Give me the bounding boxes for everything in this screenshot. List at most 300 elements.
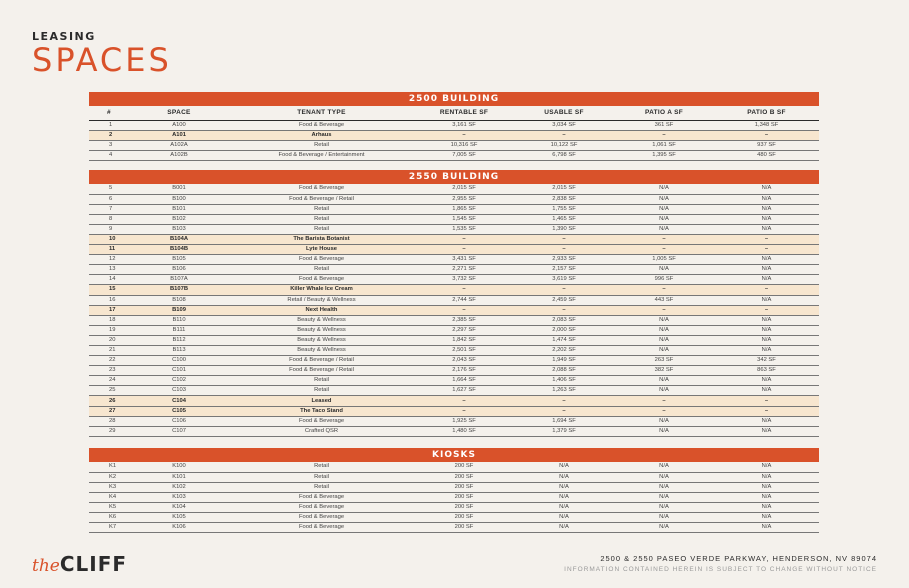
cell-usable-sf: – <box>514 285 614 295</box>
cell-patio-a-sf: N/A <box>614 462 714 472</box>
cell-usable-sf: N/A <box>514 482 614 492</box>
table-row <box>89 356 819 366</box>
cell-space: B103 <box>129 224 229 234</box>
cell-num: 8 <box>89 214 129 224</box>
table-row <box>89 472 819 482</box>
table-row <box>89 194 819 204</box>
header-leasing: LEASING <box>32 30 96 43</box>
cell-rentable-sf: 1,535 SF <box>414 224 514 234</box>
cell-patio-b-sf: 480 SF <box>714 150 819 160</box>
cell-num: 2 <box>89 130 129 140</box>
cell-patio-a-sf: – <box>614 285 714 295</box>
cell-rentable-sf: 1,865 SF <box>414 204 514 214</box>
cell-rentable-sf: 3,161 SF <box>414 120 514 130</box>
cell-num: 9 <box>89 224 129 234</box>
cell-space: B106 <box>129 265 229 275</box>
cell-patio-a-sf: N/A <box>614 315 714 325</box>
cell-rentable-sf: – <box>414 130 514 140</box>
cell-patio-a-sf: 1,395 SF <box>614 150 714 160</box>
cell-space: C107 <box>129 426 229 436</box>
table-row <box>89 184 819 194</box>
cell-tenant-type: Beauty & Wellness <box>229 346 414 356</box>
cell-patio-a-sf: N/A <box>614 325 714 335</box>
cell-space: B107A <box>129 275 229 285</box>
cell-patio-b-sf: N/A <box>714 224 819 234</box>
cell-patio-b-sf: – <box>714 406 819 416</box>
cell-num: 13 <box>89 265 129 275</box>
cell-rentable-sf: 7,005 SF <box>414 150 514 160</box>
cell-space: K105 <box>129 512 229 522</box>
cell-usable-sf: N/A <box>514 492 614 502</box>
cell-usable-sf: 1,390 SF <box>514 224 614 234</box>
cell-num: 1 <box>89 120 129 130</box>
cell-patio-a-sf: N/A <box>614 224 714 234</box>
column-header-patio-a-sf: PATIO A SF <box>614 106 714 120</box>
cell-patio-a-sf: N/A <box>614 335 714 345</box>
cell-patio-b-sf: N/A <box>714 204 819 214</box>
cell-usable-sf: 2,459 SF <box>514 295 614 305</box>
cell-num: 25 <box>89 386 129 396</box>
cell-tenant-type: Retail <box>229 376 414 386</box>
table-row <box>89 512 819 522</box>
cell-usable-sf: 1,379 SF <box>514 426 614 436</box>
cell-patio-a-sf: N/A <box>614 416 714 426</box>
column-header-tenant-type: TENANT TYPE <box>229 106 414 120</box>
column-header-space: SPACE <box>129 106 229 120</box>
cell-space: B001 <box>129 184 229 194</box>
cell-usable-sf: 2,157 SF <box>514 265 614 275</box>
cell-space: B108 <box>129 295 229 305</box>
cell-space: B112 <box>129 335 229 345</box>
cell-usable-sf: 1,406 SF <box>514 376 614 386</box>
table-row <box>89 234 819 244</box>
cell-num: 29 <box>89 426 129 436</box>
table-row <box>89 366 819 376</box>
cell-rentable-sf: 2,271 SF <box>414 265 514 275</box>
footer-note: INFORMATION CONTAINED HEREIN IS SUBJECT TO CHANGE WITHOUT NOTICE <box>564 566 877 573</box>
cell-num: 16 <box>89 295 129 305</box>
cell-patio-b-sf: N/A <box>714 295 819 305</box>
cell-tenant-type: Food & Beverage / Entertainment <box>229 150 414 160</box>
cell-rentable-sf: 1,664 SF <box>414 376 514 386</box>
cell-usable-sf: N/A <box>514 472 614 482</box>
cell-num: K1 <box>89 462 129 472</box>
cell-space: A102A <box>129 140 229 150</box>
section-title: KIOSKS <box>89 448 819 462</box>
cell-usable-sf: 2,083 SF <box>514 315 614 325</box>
cell-patio-b-sf: N/A <box>714 315 819 325</box>
cell-usable-sf: 1,263 SF <box>514 386 614 396</box>
table-row <box>89 315 819 325</box>
cell-rentable-sf: 2,385 SF <box>414 315 514 325</box>
cell-num: 22 <box>89 356 129 366</box>
cell-num: 12 <box>89 255 129 265</box>
cell-patio-a-sf: N/A <box>614 502 714 512</box>
cell-tenant-type: Food & Beverage <box>229 184 414 194</box>
cell-space: B111 <box>129 325 229 335</box>
the-cliff-logo <box>32 552 127 576</box>
cell-space: K101 <box>129 472 229 482</box>
cell-space: B100 <box>129 194 229 204</box>
table-row <box>89 214 819 224</box>
column-header-usable-sf: USABLE SF <box>514 106 614 120</box>
cell-patio-a-sf: N/A <box>614 492 714 502</box>
cell-patio-a-sf: – <box>614 305 714 315</box>
cell-tenant-type: Leased <box>229 396 414 406</box>
cell-num: 18 <box>89 315 129 325</box>
cell-tenant-type: Food & Beverage <box>229 416 414 426</box>
cell-space: K102 <box>129 482 229 492</box>
cell-patio-b-sf: – <box>714 245 819 255</box>
logo-cliff: CLIFF <box>59 552 128 576</box>
cell-usable-sf: 2,015 SF <box>514 184 614 194</box>
cell-usable-sf: 3,619 SF <box>514 275 614 285</box>
cell-patio-b-sf: N/A <box>714 416 819 426</box>
cell-space: A101 <box>129 130 229 140</box>
cell-patio-a-sf: – <box>614 396 714 406</box>
table-row <box>89 462 819 472</box>
cell-usable-sf: – <box>514 406 614 416</box>
cell-tenant-type: Retail <box>229 482 414 492</box>
cell-tenant-type: Lyte House <box>229 245 414 255</box>
cell-tenant-type: Beauty & Wellness <box>229 335 414 345</box>
section-title: 2500 BUILDING <box>89 92 819 106</box>
cell-patio-b-sf: N/A <box>714 502 819 512</box>
cell-patio-b-sf: 1,348 SF <box>714 120 819 130</box>
cell-space: B110 <box>129 315 229 325</box>
cell-tenant-type: Food & Beverage / Retail <box>229 194 414 204</box>
cell-patio-b-sf: – <box>714 234 819 244</box>
cell-rentable-sf: 10,316 SF <box>414 140 514 150</box>
cell-patio-a-sf: 263 SF <box>614 356 714 366</box>
cell-patio-a-sf: 1,005 SF <box>614 255 714 265</box>
cell-usable-sf: 2,000 SF <box>514 325 614 335</box>
cell-tenant-type: Food & Beverage <box>229 523 414 533</box>
cell-rentable-sf: 1,925 SF <box>414 416 514 426</box>
table-row <box>89 492 819 502</box>
cell-num: K3 <box>89 482 129 492</box>
cell-usable-sf: N/A <box>514 512 614 522</box>
cell-patio-b-sf: N/A <box>714 265 819 275</box>
cell-patio-a-sf: N/A <box>614 482 714 492</box>
cell-tenant-type: Retail <box>229 214 414 224</box>
cell-rentable-sf: 200 SF <box>414 502 514 512</box>
cell-patio-b-sf: N/A <box>714 482 819 492</box>
table-row <box>89 265 819 275</box>
cell-num: K7 <box>89 523 129 533</box>
table-row <box>89 295 819 305</box>
cell-rentable-sf: 200 SF <box>414 492 514 502</box>
cell-usable-sf: 1,465 SF <box>514 214 614 224</box>
cell-space: C104 <box>129 396 229 406</box>
cell-tenant-type: Food & Beverage <box>229 512 414 522</box>
cell-tenant-type: Retail <box>229 386 414 396</box>
section-title: 2550 BUILDING <box>89 170 819 184</box>
cell-rentable-sf: – <box>414 285 514 295</box>
cell-rentable-sf: – <box>414 406 514 416</box>
cell-usable-sf: 10,122 SF <box>514 140 614 150</box>
cell-rentable-sf: 200 SF <box>414 462 514 472</box>
cell-usable-sf: – <box>514 130 614 140</box>
cell-usable-sf: N/A <box>514 502 614 512</box>
column-header-patio-b-sf: PATIO B SF <box>714 106 819 120</box>
cell-patio-b-sf: N/A <box>714 462 819 472</box>
cell-tenant-type: Beauty & Wellness <box>229 315 414 325</box>
cell-patio-b-sf: N/A <box>714 255 819 265</box>
cell-patio-b-sf: – <box>714 285 819 295</box>
cell-rentable-sf: 200 SF <box>414 512 514 522</box>
cell-patio-b-sf: 342 SF <box>714 356 819 366</box>
cell-space: K100 <box>129 462 229 472</box>
cell-tenant-type: Food & Beverage <box>229 275 414 285</box>
table-row <box>89 305 819 315</box>
cell-tenant-type: Retail <box>229 265 414 275</box>
cell-tenant-type: Retail <box>229 462 414 472</box>
cell-space: B104B <box>129 245 229 255</box>
cell-patio-a-sf: N/A <box>614 376 714 386</box>
cell-usable-sf: 1,755 SF <box>514 204 614 214</box>
cell-patio-a-sf: N/A <box>614 265 714 275</box>
table-row <box>89 416 819 426</box>
table-row <box>89 255 819 265</box>
cell-patio-b-sf: N/A <box>714 325 819 335</box>
cell-num: 20 <box>89 335 129 345</box>
cell-num: 3 <box>89 140 129 150</box>
cell-rentable-sf: 3,732 SF <box>414 275 514 285</box>
cell-space: K104 <box>129 502 229 512</box>
table-row <box>89 285 819 295</box>
cell-rentable-sf: 2,176 SF <box>414 366 514 376</box>
cell-num: K5 <box>89 502 129 512</box>
cell-space: B109 <box>129 305 229 315</box>
section-2500-building <box>89 92 819 161</box>
table-row <box>89 224 819 234</box>
cell-patio-a-sf: N/A <box>614 184 714 194</box>
cell-patio-b-sf: – <box>714 130 819 140</box>
cell-rentable-sf: 2,043 SF <box>414 356 514 366</box>
table-row <box>89 406 819 416</box>
cell-rentable-sf: 200 SF <box>414 472 514 482</box>
cell-patio-a-sf: – <box>614 406 714 416</box>
cell-num: K4 <box>89 492 129 502</box>
cell-usable-sf: 3,034 SF <box>514 120 614 130</box>
footer-info <box>564 554 877 573</box>
cell-patio-b-sf: N/A <box>714 386 819 396</box>
cell-num: 5 <box>89 184 129 194</box>
cell-tenant-type: Food & Beverage / Retail <box>229 356 414 366</box>
header-spaces: SPACES <box>32 41 172 79</box>
cell-num: 27 <box>89 406 129 416</box>
footer-address: 2500 & 2550 PASEO VERDE PARKWAY, HENDERSON, NV 89074 <box>600 554 877 563</box>
cell-num: 15 <box>89 285 129 295</box>
cell-patio-b-sf: N/A <box>714 335 819 345</box>
cell-patio-a-sf: N/A <box>614 214 714 224</box>
cell-usable-sf: 2,202 SF <box>514 346 614 356</box>
cell-patio-a-sf: 443 SF <box>614 295 714 305</box>
table-row <box>89 120 819 130</box>
cell-space: C100 <box>129 356 229 366</box>
cell-usable-sf: 6,798 SF <box>514 150 614 160</box>
leasing-table <box>89 462 819 533</box>
cell-patio-a-sf: 382 SF <box>614 366 714 376</box>
table-row <box>89 150 819 160</box>
cell-usable-sf: 1,694 SF <box>514 416 614 426</box>
cell-rentable-sf: 1,545 SF <box>414 214 514 224</box>
cell-patio-a-sf: N/A <box>614 426 714 436</box>
cell-patio-a-sf: N/A <box>614 512 714 522</box>
cell-rentable-sf: – <box>414 234 514 244</box>
cell-patio-a-sf: N/A <box>614 472 714 482</box>
cell-patio-b-sf: N/A <box>714 346 819 356</box>
cell-patio-b-sf: 863 SF <box>714 366 819 376</box>
logo-the: the <box>32 556 60 576</box>
cell-patio-a-sf: – <box>614 130 714 140</box>
cell-num: 11 <box>89 245 129 255</box>
cell-patio-a-sf: N/A <box>614 204 714 214</box>
cell-rentable-sf: – <box>414 396 514 406</box>
cell-num: 10 <box>89 234 129 244</box>
cell-rentable-sf: 2,015 SF <box>414 184 514 194</box>
cell-patio-b-sf: N/A <box>714 214 819 224</box>
cell-patio-b-sf: N/A <box>714 275 819 285</box>
cell-patio-b-sf: N/A <box>714 426 819 436</box>
cell-patio-b-sf: N/A <box>714 523 819 533</box>
cell-space: K103 <box>129 492 229 502</box>
cell-rentable-sf: 3,431 SF <box>414 255 514 265</box>
table-row <box>89 140 819 150</box>
cell-tenant-type: Retail <box>229 204 414 214</box>
table-row <box>89 204 819 214</box>
cell-usable-sf: – <box>514 234 614 244</box>
cell-num: 14 <box>89 275 129 285</box>
cell-space: C103 <box>129 386 229 396</box>
cell-tenant-type: Food & Beverage <box>229 120 414 130</box>
cell-tenant-type: Food & Beverage <box>229 492 414 502</box>
table-row <box>89 275 819 285</box>
cell-num: 21 <box>89 346 129 356</box>
table-row <box>89 335 819 345</box>
cell-space: C105 <box>129 406 229 416</box>
table-row <box>89 502 819 512</box>
cell-patio-b-sf: N/A <box>714 472 819 482</box>
cell-usable-sf: N/A <box>514 523 614 533</box>
cell-usable-sf: – <box>514 305 614 315</box>
cell-usable-sf: – <box>514 245 614 255</box>
table-row <box>89 376 819 386</box>
cell-usable-sf: 2,088 SF <box>514 366 614 376</box>
table-row <box>89 386 819 396</box>
cell-patio-b-sf: N/A <box>714 184 819 194</box>
cell-num: 7 <box>89 204 129 214</box>
section-kiosks <box>89 448 819 533</box>
cell-space: B101 <box>129 204 229 214</box>
cell-patio-b-sf: 937 SF <box>714 140 819 150</box>
cell-tenant-type: Retail <box>229 472 414 482</box>
cell-tenant-type: Arhaus <box>229 130 414 140</box>
cell-tenant-type: Retail / Beauty & Wellness <box>229 295 414 305</box>
cell-tenant-type: Food & Beverage <box>229 255 414 265</box>
cell-space: A102B <box>129 150 229 160</box>
cell-patio-a-sf: – <box>614 245 714 255</box>
cell-patio-a-sf: N/A <box>614 194 714 204</box>
cell-num: K6 <box>89 512 129 522</box>
cell-space: B104A <box>129 234 229 244</box>
cell-tenant-type: The Barista Botanist <box>229 234 414 244</box>
cell-patio-b-sf: N/A <box>714 194 819 204</box>
cell-tenant-type: The Taco Stand <box>229 406 414 416</box>
table-header-row <box>89 106 819 120</box>
cell-patio-a-sf: 1,061 SF <box>614 140 714 150</box>
cell-tenant-type: Retail <box>229 224 414 234</box>
cell-rentable-sf: 1,842 SF <box>414 335 514 345</box>
cell-num: K2 <box>89 472 129 482</box>
cell-usable-sf: 1,949 SF <box>514 356 614 366</box>
column-header-rentable-sf: RENTABLE SF <box>414 106 514 120</box>
cell-space: C106 <box>129 416 229 426</box>
cell-space: C101 <box>129 366 229 376</box>
table-row <box>89 130 819 140</box>
cell-rentable-sf: 2,955 SF <box>414 194 514 204</box>
leasing-table <box>89 106 819 161</box>
column-header-num: # <box>89 106 129 120</box>
page-header <box>32 30 172 77</box>
cell-usable-sf: 2,933 SF <box>514 255 614 265</box>
cell-rentable-sf: – <box>414 305 514 315</box>
cell-space: B102 <box>129 214 229 224</box>
leasing-table <box>89 184 819 437</box>
cell-patio-a-sf: 996 SF <box>614 275 714 285</box>
cell-tenant-type: Killer Whale Ice Cream <box>229 285 414 295</box>
table-row <box>89 245 819 255</box>
cell-patio-b-sf: N/A <box>714 512 819 522</box>
cell-tenant-type: Beauty & Wellness <box>229 325 414 335</box>
cell-num: 6 <box>89 194 129 204</box>
cell-rentable-sf: 2,744 SF <box>414 295 514 305</box>
cell-patio-a-sf: N/A <box>614 346 714 356</box>
cell-tenant-type: Crafted QSR <box>229 426 414 436</box>
cell-space: K106 <box>129 523 229 533</box>
cell-space: C102 <box>129 376 229 386</box>
cell-space: B105 <box>129 255 229 265</box>
table-row <box>89 346 819 356</box>
cell-rentable-sf: 200 SF <box>414 482 514 492</box>
cell-rentable-sf: 1,480 SF <box>414 426 514 436</box>
cell-rentable-sf: – <box>414 245 514 255</box>
cell-tenant-type: Retail <box>229 140 414 150</box>
cell-patio-a-sf: – <box>614 234 714 244</box>
cell-usable-sf: 1,474 SF <box>514 335 614 345</box>
cell-space: B107B <box>129 285 229 295</box>
cell-num: 19 <box>89 325 129 335</box>
cell-patio-b-sf: N/A <box>714 376 819 386</box>
cell-space: A100 <box>129 120 229 130</box>
table-row <box>89 396 819 406</box>
cell-num: 24 <box>89 376 129 386</box>
cell-tenant-type: Food & Beverage / Retail <box>229 366 414 376</box>
cell-num: 23 <box>89 366 129 376</box>
cell-patio-b-sf: N/A <box>714 492 819 502</box>
cell-rentable-sf: 1,627 SF <box>414 386 514 396</box>
table-row <box>89 426 819 436</box>
cell-patio-b-sf: – <box>714 305 819 315</box>
cell-patio-a-sf: 361 SF <box>614 120 714 130</box>
cell-usable-sf: 2,838 SF <box>514 194 614 204</box>
cell-rentable-sf: 200 SF <box>414 523 514 533</box>
cell-rentable-sf: 2,501 SF <box>414 346 514 356</box>
table-row <box>89 482 819 492</box>
cell-num: 26 <box>89 396 129 406</box>
cell-tenant-type: Food & Beverage <box>229 502 414 512</box>
